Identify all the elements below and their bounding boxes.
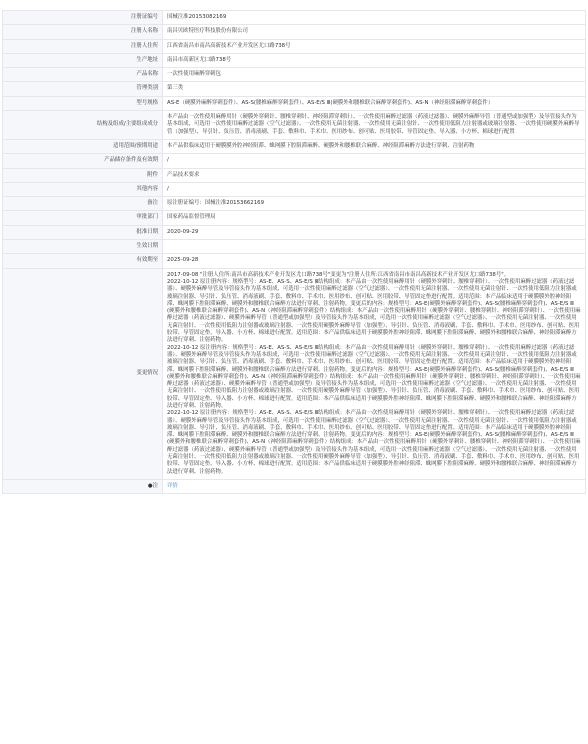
cutoff-link: ▔▔▔▔▔▔	[120, 0, 145, 6]
table-row	[3, 154, 586, 168]
table-row	[3, 96, 586, 110]
table-row-note	[3, 479, 586, 493]
row-value: /	[163, 154, 586, 168]
row-label: 产品名称	[3, 68, 163, 82]
row-label: 变更情况	[3, 268, 163, 479]
row-label: 管理类别	[3, 82, 163, 96]
table-row	[3, 168, 586, 182]
table-row	[3, 225, 586, 239]
row-label: ●注	[3, 479, 163, 493]
table-row	[3, 139, 586, 153]
table-row	[3, 82, 586, 96]
row-value: 一次性使用麻醉穿刺包	[163, 68, 586, 82]
details-link[interactable]: 详情	[167, 482, 178, 489]
table-row	[3, 254, 586, 268]
row-value: 第三类	[163, 82, 586, 96]
row-label: 型号规格	[3, 96, 163, 110]
row-value: 2025-09-28	[163, 254, 586, 268]
table-row	[3, 197, 586, 211]
row-label: 审批部门	[3, 211, 163, 225]
row-label: 批准日期	[3, 225, 163, 239]
row-label: 注册证编号	[3, 11, 163, 25]
change-entry: 2022-10-12 原注册内容：规格型号：AS-E、AS-S、AS-E/S Ⅲ结构组成：本产品由一次性使用麻醉用针（硬膜外穿刺针、腰椎穿刺针）、一次性使用麻醉过滤器（药液过滤器）、硬膜外麻醉导管及导管接头作为基本组成，可选用一次性使用麻醉过滤器（空气过滤器）、一次性使用无菌注射器、一次性使用无菌注射针、一次性使用低阻力注射器或玻璃注射器、导引针、负压管、消毒液刷、手套、敷料巾、手术巾、医用纱布、创可贴、医用胶带、导管固定垫进行配置。适用范围：本产品临床适用于硬膜膜外腔神经阻滞、蛛网膜下腔阻滞麻醉、硬膜外和腰椎联合麻醉方法进行穿刺、注射药物。变更后的内容：规格型号：AS-E(硬膜外麻醉穿刺套件)、AS-S(腰椎麻醉穿刺套件)、AS-E/S Ⅲ(硬膜外和腰椎联合麻醉穿刺套件)、AS-N（神经阻滞麻醉穿刺套件）结构组成：本产品由一次性使用麻醉用针（硬膜外穿刺针、腰椎穿刺针、神经阻滞穿刺针）、一次性使用麻醉过滤器（药液过滤器）、硬膜外麻醉导管（普通型或加强型）及导管接头作为基本组成，可选用一次性使用麻醉过滤器（空气过滤器）、一次性使用无菌注射器、一次性使用无菌注射针、一次性使用低阻力注射器或玻璃注射器、一次性使用硬膜外麻醉导管（加强型）、导引针、负压管、消毒液刷、手套、敷料巾、手术巾、医用纱布、创可贴、医用胶带、导管固定垫、导入器、小方杯、棉球进行配置。适用范围：本产品供临床适用于硬膜膜外腔神经阻滞、蛛网膜下腔阻滞麻醉、硬膜外和腰椎联合麻醉、神经阻滞麻醉方法进行穿刺、注射药物。	[167, 344, 581, 409]
row-value	[163, 240, 586, 254]
row-label: 生效日期	[3, 240, 163, 254]
change-entry: 2022-10-12 原注册内容：规格型号：AS-E、AS-S、AS-E/S Ⅲ结构组成：本产品由一次性使用麻醉用针（硬膜外穿刺针、腰椎穿刺针）、一次性使用麻醉过滤器（药液过滤器）、硬膜外麻醉导管及导管接头作为基本组成，可选用一次性使用麻醉过滤器（空气过滤器）、一次性使用无菌注射器、一次性使用无菌注射针、一次性使用低阻力注射器或玻璃注射器、导引针、负压管、消毒液刷、手套、敷料巾、手术巾、医用纱布、创可贴、医用胶带、导管固定垫进行配置。适用范围：本产品临床适用于硬膜膜外腔神经阻滞、蛛网膜下腔阻滞麻醉、硬膜外和腰椎联合麻醉方法进行穿刺、注射药物。变更后的内容：规格型号：AS-E(硬膜外麻醉穿刺套件)、AS-S(腰椎麻醉穿刺套件)、AS-E/S Ⅲ(硬膜外和腰椎联合麻醉穿刺套件)、AS-N（神经阻滞麻醉穿刺套件）结构组成：本产品由一次性使用麻醉用针（硬膜外穿刺针、腰椎穿刺针、神经阻滞穿刺针）、一次性使用麻醉过滤器（药液过滤器）、硬膜外麻醉导管（普通型或加强型）及导管接头作为基本组成，可选用一次性使用麻醉过滤器（空气过滤器）、一次性使用无菌注射器、一次性使用无菌注射针、一次性使用低阻力注射器或玻璃注射器、一次性使用硬膜外麻醉导管（加强型）、导引针、负压管、消毒液刷、手套、敷料巾、手术巾、医用纱布、创可贴、医用胶带、导管固定垫、导入器、小方杯、棉球进行配置。适用范围：本产品供临床适用于硬膜膜外腔神经阻滞、蛛网膜下腔阻滞麻醉、硬膜外和腰椎联合麻醉、神经阻滞麻醉方法进行穿刺、注射药物。	[167, 410, 581, 475]
row-label: 生产地址	[3, 53, 163, 67]
row-value: 2020-09-29	[163, 225, 586, 239]
registration-detail-table	[2, 10, 586, 494]
row-label: 产品储存条件及有效期	[3, 154, 163, 168]
table-row	[3, 39, 586, 53]
row-value: 江西省南昌市南昌高新技术产业开发区尤口路738号	[163, 39, 586, 53]
row-label: 备注	[3, 197, 163, 211]
row-label: 注册人名称	[3, 25, 163, 39]
table-row-change	[3, 268, 586, 479]
row-value: 本产品由一次性使用麻醉用针（硬膜外穿刺针、腰椎穿刺针、神经阻滞穿刺针）、一次性使用麻醉过滤器（药液过滤器）、硬膜外麻醉导管（普通型或加强型）及导管接头作为基本组成，可选用一次性使用麻醉过滤器（空气过滤器）、一次性使用无菌注射器、一次性使用无菌注射针、一次性使用低阻力注射器或玻璃注射器、一次性使用硬膜外麻醉导管（加强型）、导引针、负压管、消毒液刷、手套、敷料巾、手术巾、医用纱布、创可贴、医用胶带、导管固定垫、导入器、小方杯、棉球进行配置	[163, 111, 586, 140]
change-entry: 2022-10-12 原注册内容：规格型号：AS-E、AS-S、AS-E/S Ⅲ结构组成：本产品由一次性使用麻醉用针（硬膜外穿刺针、腰椎穿刺针）、一次性使用麻醉过滤器（药液过滤器）、硬膜外麻醉导管及导管接头作为基本组成，可选用一次性使用麻醉过滤器（空气过滤器）、一次性使用无菌注射器、一次性使用无菌注射针、一次性使用低阻力注射器或玻璃注射器、导引针、负压管、消毒液刷、手套、敷料巾、手术巾、医用纱布、创可贴、医用胶带、导管固定垫进行配置。适用范围：本产品临床适用于硬膜膜外腔神经阻滞、蛛网膜下腔阻滞麻醉、硬膜外和腰椎联合麻醉方法进行穿刺、注射药物。变更后的内容：规格型号：AS-E(硬膜外麻醉穿刺套件)、AS-S(腰椎麻醉穿刺套件)、AS-E/S Ⅲ(硬膜外和腰椎联合麻醉穿刺套件)、AS-N（神经阻滞麻醉穿刺套件）结构组成：本产品由一次性使用麻醉用针（硬膜外穿刺针、腰椎穿刺针、神经阻滞穿刺针）、一次性使用麻醉过滤器（药液过滤器）、硬膜外麻醉导管（普通型或加强型）及导管接头作为基本组成，可选用一次性使用麻醉过滤器（空气过滤器）、一次性使用无菌注射器、一次性使用无菌注射针、一次性使用低阻力注射器或玻璃注射器、一次性使用硬膜外麻醉导管（加强型）、导引针、负压管、消毒液刷、手套、敷料巾、手术巾、医用纱布、创可贴、医用胶带、导管固定垫、导入器、小方杯、棉球进行配置。适用范围：本产品供临床适用于硬膜膜外腔神经阻滞、蛛网膜下腔阻滞麻醉、硬膜外和腰椎联合麻醉、神经阻滞麻醉方法进行穿刺、注射药物。	[167, 278, 581, 344]
table-row	[3, 211, 586, 225]
top-cutoff	[0, 0, 588, 10]
table-row	[3, 182, 586, 196]
row-value: 南昌市高新区尤口路738号	[163, 53, 586, 67]
table-row	[3, 11, 586, 25]
row-value: 国家药品监督管理局	[163, 211, 586, 225]
change-history	[163, 268, 586, 479]
table-row	[3, 68, 586, 82]
row-value: 国械注准20153082169	[163, 11, 586, 25]
change-entry: 2017-09-08 "注册人住所:南昌市高新技术产业开发区尤口路738号"变更为"注册人住所:江西省南昌市南昌高新技术产业开发区尤口路738号"。	[167, 271, 510, 278]
row-value: AS-E（硬膜外麻醉穿刺套件）、AS-S(腰椎麻醉穿刺套件）、AS-E/S Ⅲ(硬膜外和腰椎联合麻醉穿刺套件)、AS-N（神经阻滞麻醉穿刺套件）	[163, 96, 586, 110]
row-value: 原注册证编号：国械注准20153662169	[163, 197, 586, 211]
cutoff-link: ▔▔▔▔	[220, 0, 237, 6]
row-label: 有效期至	[3, 254, 163, 268]
row-value: 本产品供临床适用于硬膜膜外腔神经阻滞、蛛网膜下腔阻滞麻醉、硬膜外和腰椎联合麻醉、神经阻滞麻醉方法进行穿刺、注射药物	[163, 139, 586, 153]
table-row	[3, 53, 586, 67]
row-label: 注册人住所	[3, 39, 163, 53]
table-row	[3, 111, 586, 140]
table-row	[3, 240, 586, 254]
cutoff-link: ▔▔▔	[156, 0, 169, 6]
row-value: /	[163, 182, 586, 196]
row-value: 产品技术要求	[163, 168, 586, 182]
row-label: 适用范围/预期用途	[3, 139, 163, 153]
table-row	[3, 25, 586, 39]
row-label: 其他内容	[3, 182, 163, 196]
row-label: 结构及组成/主要组成成分	[3, 111, 163, 140]
row-value: 南昌贝欧特医疗科技股份有限公司	[163, 25, 586, 39]
row-label: 附件	[3, 168, 163, 182]
